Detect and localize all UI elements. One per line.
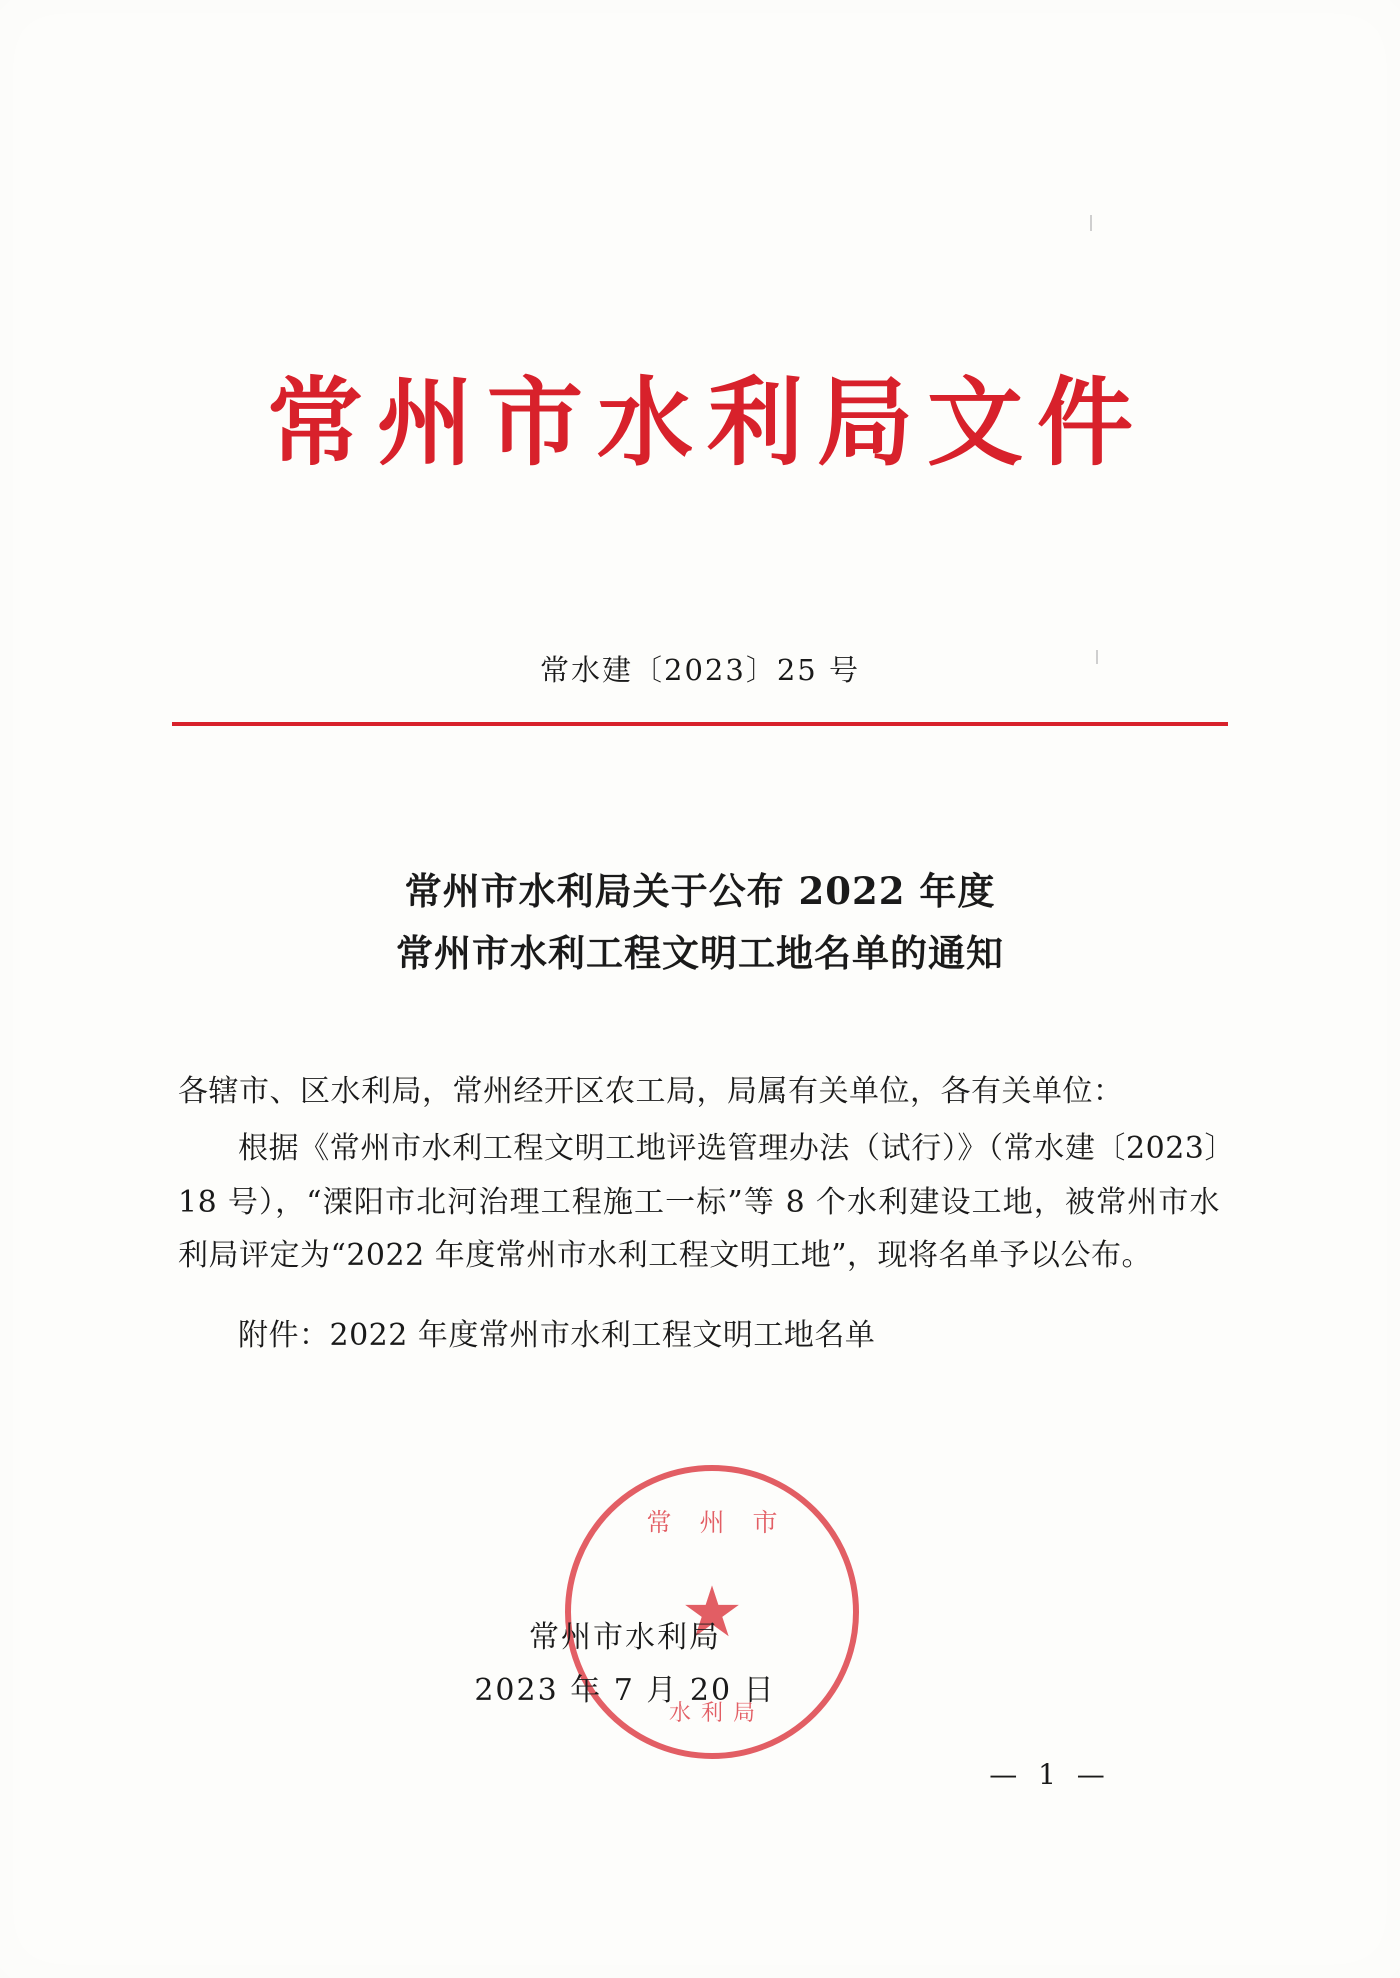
body-paragraph-main: 根据《常州市水利工程文明工地评选管理办法（试行）》（常水建〔2023〕18 号），“溧阳市北河治理工程施工一标”等 8 个水利建设工地，被常州市水利局评定为“2022 年度常州市水利工程文明工地”，现将名单予以公布。 (178, 1131, 1220, 1274)
signature-date: 2023 年 7 月 20 日 (474, 1672, 776, 1708)
signature-organization: 常州市水利局 (529, 1620, 721, 1655)
document-body (178, 1065, 1220, 1366)
document-masthead-title: 常州市水利局文件 (267, 366, 1147, 479)
subject-line-2: 常州市水利工程文明工地名单的通知 (396, 931, 1004, 976)
scan-edge-mark (1090, 215, 1092, 231)
star-icon: ★ (680, 1571, 744, 1653)
signature-block (0, 1612, 1400, 1717)
document-header (0, 366, 1400, 479)
seal-bottom-text: 水利局 (668, 1701, 765, 1726)
subject-line-1: 常州市水利局关于公布 2022 年度 (404, 869, 996, 913)
red-divider-rule (172, 722, 1228, 726)
body-paragraph-addressee: 各辖市、区水利局，常州经开区农工局，局属有关单位，各有关单位： (178, 1074, 1124, 1109)
document-subject (180, 860, 1220, 984)
seal-top-text: 常州市 (646, 1508, 806, 1537)
document-number: 常水建〔2023〕25 号 (540, 653, 860, 687)
body-paragraph-attachment: 附件：2022 年度常州市水利工程文明工地名单 (238, 1317, 876, 1353)
page-number: — 1 — (989, 1758, 1111, 1791)
